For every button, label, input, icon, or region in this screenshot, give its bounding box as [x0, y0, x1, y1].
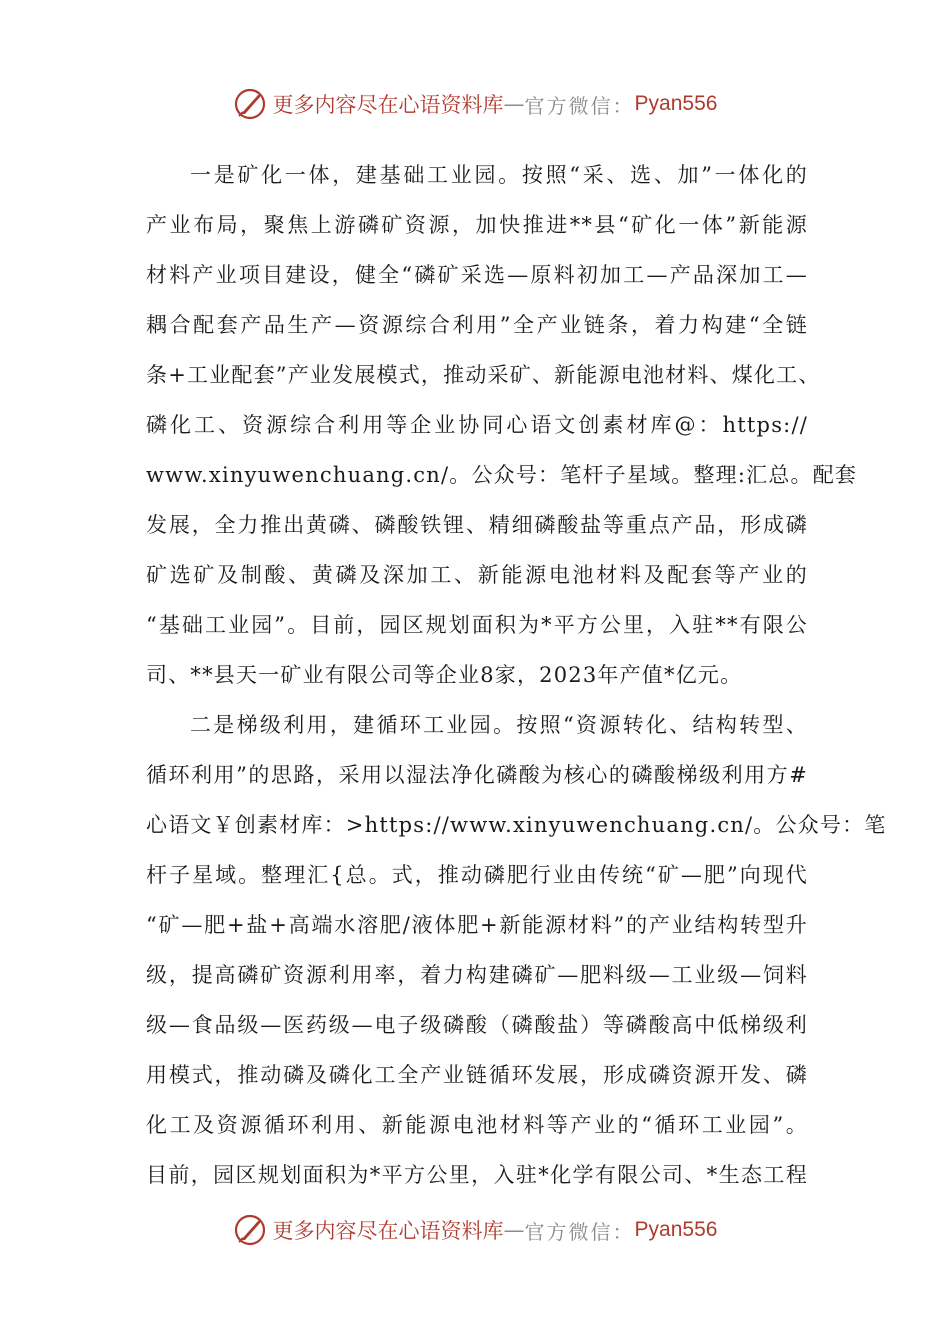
- banner-separator: —: [503, 92, 525, 116]
- text-line: 材料产业项目建设，健全“磷矿采选—原料初加工—产品深加工—: [146, 263, 808, 287]
- text-line: 目前，园区规划面积为*平方公里，入驻*化学有限公司、*生态工程: [146, 1163, 808, 1187]
- paragraph-2: [146, 700, 887, 1200]
- text-line: 级—食品级—医药级—电子级磷酸（磷酸盐）等磷酸高中低梯级利: [146, 1013, 808, 1037]
- banner-wechat-label: 官方微信：: [524, 1219, 635, 1244]
- banner-separator: —: [503, 1218, 525, 1242]
- text-line: 一是矿化一体，建基础工业园。按照“采、选、加”一体化的: [190, 163, 808, 187]
- banner-title: 更多内容尽在心语资料库: [272, 93, 504, 117]
- header-banner: [0, 84, 950, 124]
- document-body: [146, 150, 887, 1200]
- text-line: 矿选矿及制酸、黄磷及深加工、新能源电池材料及配套等产业的: [146, 563, 808, 587]
- footer-banner: [0, 1210, 950, 1250]
- text-line: “基础工业园”。目前，园区规划面积为*平方公里，入驻**有限公: [146, 613, 808, 637]
- quill-logo-icon: [233, 1213, 267, 1247]
- banner-wechat-id: Pyan556: [634, 92, 718, 115]
- text-line: 二是梯级利用，建循环工业园。按照“资源转化、结构转型、: [190, 713, 808, 737]
- text-line: 级，提高磷矿资源利用率，着力构建磷矿—肥料级—工业级—饲料: [146, 963, 808, 987]
- text-line: www.xinyuwenchuang.cn/。公众号：笔杆子星域。整理:汇总。配套: [146, 463, 858, 487]
- text-line: 化工及资源循环利用、新能源电池材料等产业的“循环工业园”。: [146, 1113, 808, 1137]
- banner-wechat-label: 官方微信：: [524, 93, 635, 118]
- text-line: 杆子星域。整理汇{总。式，推动磷肥行业由传统“矿—肥”向现代: [146, 863, 808, 887]
- text-line: 发展，全力推出黄磷、磷酸铁锂、精细磷酸盐等重点产品，形成磷: [146, 513, 808, 537]
- text-line: 司、**县天一矿业有限公司等企业8家，2023年产值*亿元。: [146, 663, 743, 687]
- paragraph-1: [146, 150, 858, 700]
- text-line: 产业布局，聚焦上游磷矿资源，加快推进**县“矿化一体”新能源: [146, 213, 808, 237]
- text-line: 耦合配套产品生产—资源综合利用”全产业链条，着力构建“全链: [146, 313, 808, 337]
- text-line: “矿—肥+盐+高端水溶肥/液体肥+新能源材料”的产业结构转型升: [146, 913, 808, 937]
- text-line: 条+工业配套”产业发展模式，推动采矿、新能源电池材料、煤化工、: [146, 363, 821, 387]
- text-line: 磷化工、资源综合利用等企业协同心语文创素材库@：https://: [146, 413, 808, 437]
- banner-title: 更多内容尽在心语资料库: [272, 1219, 504, 1243]
- text-line: 心语文￥创素材库：>https://www.xinyuwenchuang.cn/。公众号：笔: [146, 813, 887, 837]
- text-line: 循环利用”的思路，采用以湿法净化磷酸为核心的磷酸梯级利用方#: [146, 763, 808, 787]
- quill-logo-icon: [233, 87, 267, 121]
- banner-wechat-id: Pyan556: [634, 1218, 718, 1241]
- text-line: 用模式，推动磷及磷化工全产业链循环发展，形成磷资源开发、磷: [146, 1063, 808, 1087]
